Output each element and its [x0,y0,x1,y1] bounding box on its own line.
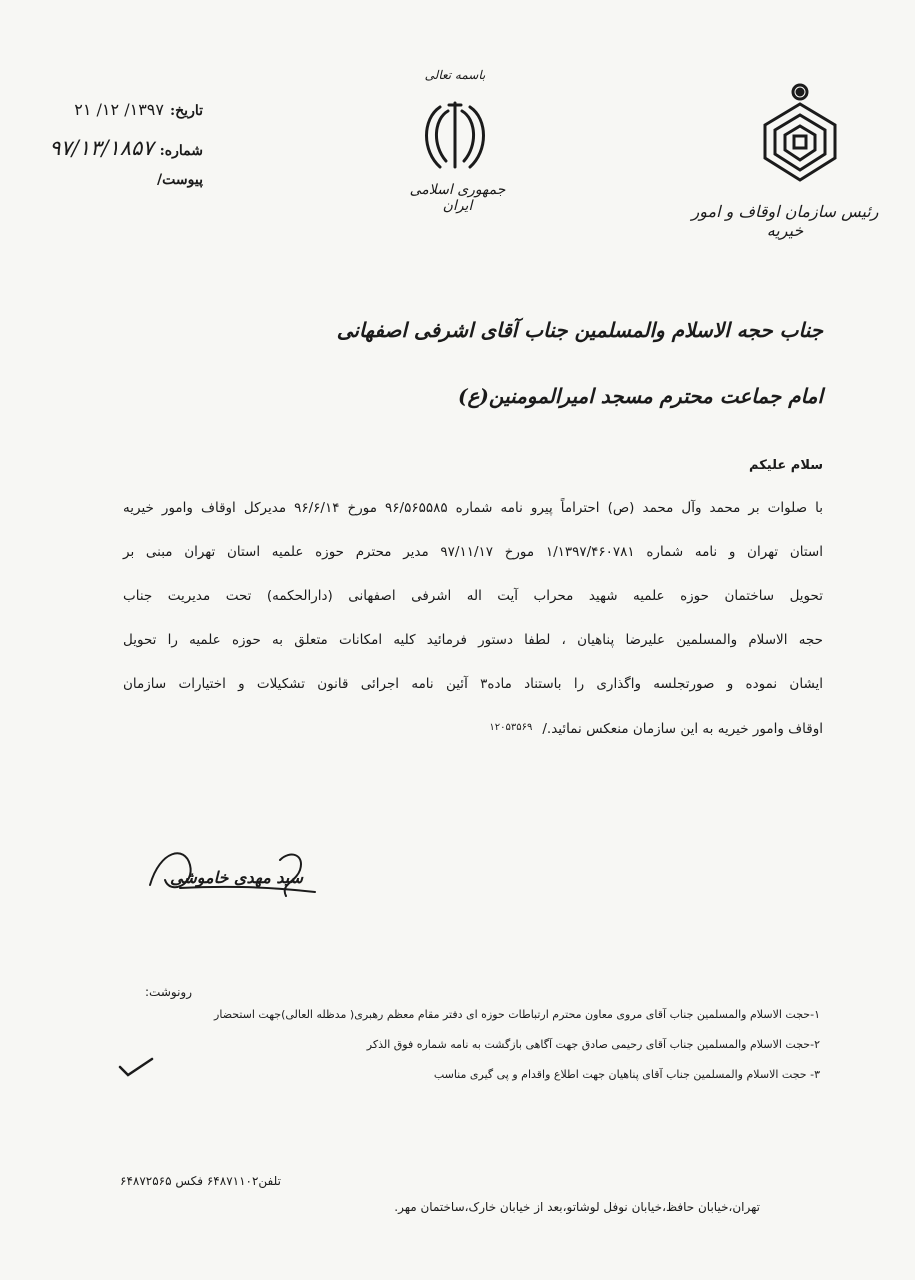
bismillah-heading: باسمه تعالی [424,68,486,82]
reference-code: ۱۲۰۵۳۵۶۹ [489,722,533,733]
footer-phones: تلفن۶۴۸۷۱۱۰۲ فکس ۶۴۸۷۲۵۶۵ [120,1174,281,1188]
checkmark-icon [116,1055,156,1079]
body-line-final-text: اوقاف وامور خیریه به این سازمان منعکس نمائید./ [542,721,823,737]
number-row [28,136,203,172]
body-line: با صلوات بر محمد وآل محمد (ص) احتراماً پیرو نامه شماره ۹۶/۵۶۵۵۸۵ مورخ ۹۶/۶/۱۴ مدیرکل اوقاف وامور خیریه [123,500,823,516]
footer-contact [120,1172,760,1216]
cc-item: ۲-حجت الاسلام والمسلمین جناب آقای رحیمی صادق جهت آگاهی بازگشت به نامه شماره فوق الذکر [366,1038,820,1051]
addressee-line-2: امام جماعت محترم مسجد امیرالمومنین(ع) [458,384,823,408]
number-label: شماره: [159,143,203,159]
republic-name: جمهوری اسلامی ایران [409,182,506,214]
date-value: ۱۳۹۷/ ۱۲/ ۲۱ [74,100,164,119]
cc-item: ۱-حجت الاسلام والمسلمین جناب آقای مروی معاون محترم ارتباطات حوزه ای دفتر مقام معظم رهبری( مدظله العالی)جهت استحضار [214,1008,820,1021]
attachment-label: پیوست/ [157,172,203,188]
body-line-last [123,706,823,751]
attachment-row [28,172,203,208]
body-line: ایشان نموده و صورتجلسه واگذاری را باستناد ماده۳ آئین نامه اجرائی قانون تشکیلات و اختیارات سازمان [123,676,823,692]
organization-title: رئیس سازمان اوقاف و امور خیریه [691,202,879,240]
date-row [28,100,203,136]
letter-body [123,486,823,751]
addressee-line-1: جناب حجه الاسلام والمسلمین جناب آقای اشرفی اصفهانی [336,318,823,342]
iran-emblem-icon [420,95,490,175]
date-label: تاریخ: [169,103,203,119]
body-line: حجه الاسلام والمسلمین علیرضا پناهیان ، لطفا دستور فرمائید کلیه امکانات متعلق به حوزه علمیه را تحویل [123,632,823,648]
signatory-name: سید مهدی خاموشی [170,868,303,887]
endowment-organization-logo-icon [755,80,845,190]
greeting: سلام علیکم [749,458,823,473]
cc-item: ۳- حجت الاسلام والمسلمین جناب آقای پناهیان جهت اطلاع واقدام و پی گیری مناسب [433,1068,820,1081]
letter-meta [28,100,203,208]
body-line: تحویل ساختمان حوزه علمیه شهید محراب آیت اله اشرفی اصفهانی (دارالحکمه) تحت مدیریت جناب [123,588,823,604]
number-value: ۹۷/۱۳/۱۸۵۷ [49,136,154,160]
body-line: استان تهران و نامه شماره ۱/۱۳۹۷/۴۶۰۷۸۱ مورخ ۹۷/۱۱/۱۷ مدیر محترم حوزه علمیه استان تهران مبنی بر [123,544,823,560]
cc-title: رونوشت: [145,985,193,999]
footer-address: تهران،خیابان حافظ،خیابان نوفل لوشاتو،بعد از خیابان خارک،ساختمان مهر. [394,1200,760,1214]
cc-list [140,1000,820,1090]
